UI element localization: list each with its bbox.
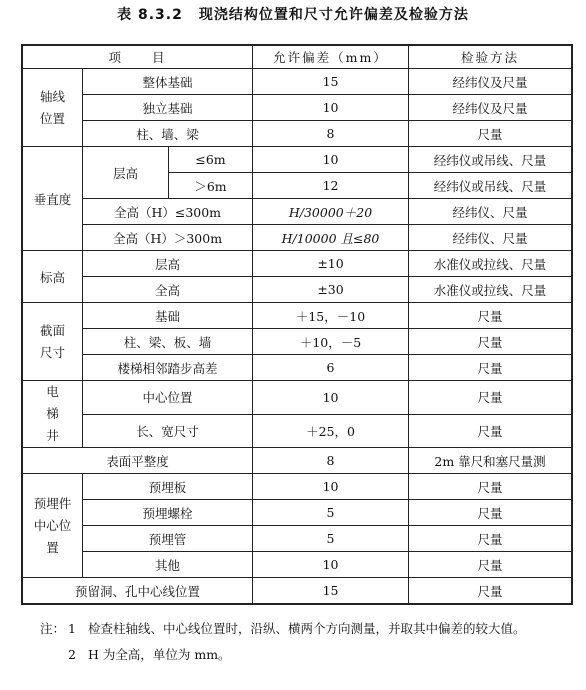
table-notes [40, 618, 560, 666]
row-tolerance: ＋15，－10 [253, 303, 409, 329]
group-label-axis: 轴线位置 [23, 69, 83, 147]
notes-label: 注： [40, 621, 66, 636]
note-1-number: 1 [68, 621, 76, 636]
row-method: 尺量 [409, 121, 572, 147]
group-label-elevator: 电梯井 [23, 381, 83, 448]
row-item: ＞6m [169, 173, 253, 199]
row-tolerance: ±10 [253, 251, 409, 277]
table-row [23, 121, 572, 147]
row-item: 楼梯相邻踏步高差 [83, 355, 253, 381]
row-method: 尺量 [409, 414, 572, 448]
table-header-row [23, 46, 572, 69]
row-tolerance: 10 [253, 147, 409, 173]
row-method: 尺量 [409, 578, 572, 604]
row-method: 尺量 [409, 355, 572, 381]
row-method: 经纬仪、尺量 [409, 225, 572, 251]
row-method: 经纬仪及尺量 [409, 69, 572, 95]
table-row [23, 277, 572, 303]
table-row [23, 552, 572, 578]
row-method: 经纬仪或吊线、尺量 [409, 147, 572, 173]
row-method: 经纬仪及尺量 [409, 95, 572, 121]
group-label-embedded: 预埋件中心位置 [23, 474, 83, 578]
row-tolerance: 12 [253, 173, 409, 199]
table-row [23, 414, 572, 448]
row-tolerance: ＋25，0 [253, 414, 409, 448]
group-label-elevation: 标高 [23, 251, 83, 303]
row-tolerance: 10 [253, 95, 409, 121]
row-method: 尺量 [409, 381, 572, 415]
row-item: 全高（H）＞300m [83, 225, 253, 251]
row-item: ≤6m [169, 147, 253, 173]
note-2 [40, 644, 560, 666]
row-item: 层高 [83, 251, 253, 277]
row-method: 水准仪或拉线、尺量 [409, 277, 572, 303]
note-2-text: H 为全高，单位为 mm。 [88, 647, 231, 662]
row-item: 柱、梁、板、墙 [83, 329, 253, 355]
group-label-section: 截面尺寸 [23, 303, 83, 381]
table-row [23, 303, 572, 329]
table-row [23, 69, 572, 95]
table-row [23, 225, 572, 251]
row-method: 经纬仪或吊线、尺量 [409, 173, 572, 199]
row-tolerance: 5 [253, 500, 409, 526]
row-item: 基础 [83, 303, 253, 329]
header-tolerance: 允许偏差（mm） [253, 46, 409, 69]
group-label-vertical: 垂直度 [23, 147, 83, 251]
row-item: 中心位置 [83, 381, 253, 415]
tolerance-table [22, 45, 572, 604]
table-row [23, 474, 572, 500]
row-item: 整体基础 [83, 69, 253, 95]
row-item: 柱、墙、梁 [83, 121, 253, 147]
row-method: 尺量 [409, 500, 572, 526]
note-1 [40, 618, 560, 640]
table-row [23, 578, 572, 604]
row-tolerance: 10 [253, 552, 409, 578]
note-2-number: 2 [68, 647, 76, 662]
table-title [0, 4, 586, 24]
row-tolerance: 8 [253, 448, 409, 474]
row-item: 其他 [83, 552, 253, 578]
row-method: 经纬仪、尺量 [409, 199, 572, 225]
header-item: 项 目 [23, 46, 253, 69]
row-item: 长、宽尺寸 [83, 414, 253, 448]
row-item: 预埋螺栓 [83, 500, 253, 526]
row-method: 尺量 [409, 474, 572, 500]
table-row [23, 251, 572, 277]
row-item: 预留洞、孔中心线位置 [23, 578, 253, 604]
subgroup-label-floor-height: 层高 [83, 147, 169, 199]
table-row [23, 329, 572, 355]
table-row [23, 526, 572, 552]
table-row [23, 199, 572, 225]
row-method: 水准仪或拉线、尺量 [409, 251, 572, 277]
row-tolerance: 6 [253, 355, 409, 381]
row-tolerance: 15 [253, 578, 409, 604]
table-caption: 现浇结构位置和尺寸允许偏差及检验方法 [198, 7, 469, 23]
row-tolerance: 15 [253, 69, 409, 95]
row-tolerance: H/30000＋20 [253, 199, 409, 225]
table-row [23, 95, 572, 121]
row-tolerance: 5 [253, 526, 409, 552]
row-item: 独立基础 [83, 95, 253, 121]
row-tolerance: 8 [253, 121, 409, 147]
row-item: 预埋板 [83, 474, 253, 500]
row-tolerance: 10 [253, 381, 409, 415]
row-tolerance: ±30 [253, 277, 409, 303]
row-item: 全高 [83, 277, 253, 303]
note-1-text: 检查柱轴线、中心线位置时，沿纵、横两个方向测量，并取其中偏差的较大值。 [88, 621, 526, 636]
row-method: 2m 靠尺和塞尺量测 [409, 448, 572, 474]
row-item: 表面平整度 [23, 448, 253, 474]
row-tolerance: 10 [253, 474, 409, 500]
row-tolerance: ＋10，－5 [253, 329, 409, 355]
header-method: 检验方法 [409, 46, 572, 69]
table-row [23, 500, 572, 526]
row-item: 预埋管 [83, 526, 253, 552]
row-method: 尺量 [409, 552, 572, 578]
table-number: 表 8.3.2 [117, 7, 183, 23]
row-item: 全高（H）≤300m [83, 199, 253, 225]
table-row [23, 448, 572, 474]
row-method: 尺量 [409, 526, 572, 552]
row-tolerance: H/10000 且≤80 [253, 225, 409, 251]
table-row [23, 355, 572, 381]
row-method: 尺量 [409, 329, 572, 355]
table-row [23, 147, 572, 173]
table-row [23, 381, 572, 415]
row-method: 尺量 [409, 303, 572, 329]
